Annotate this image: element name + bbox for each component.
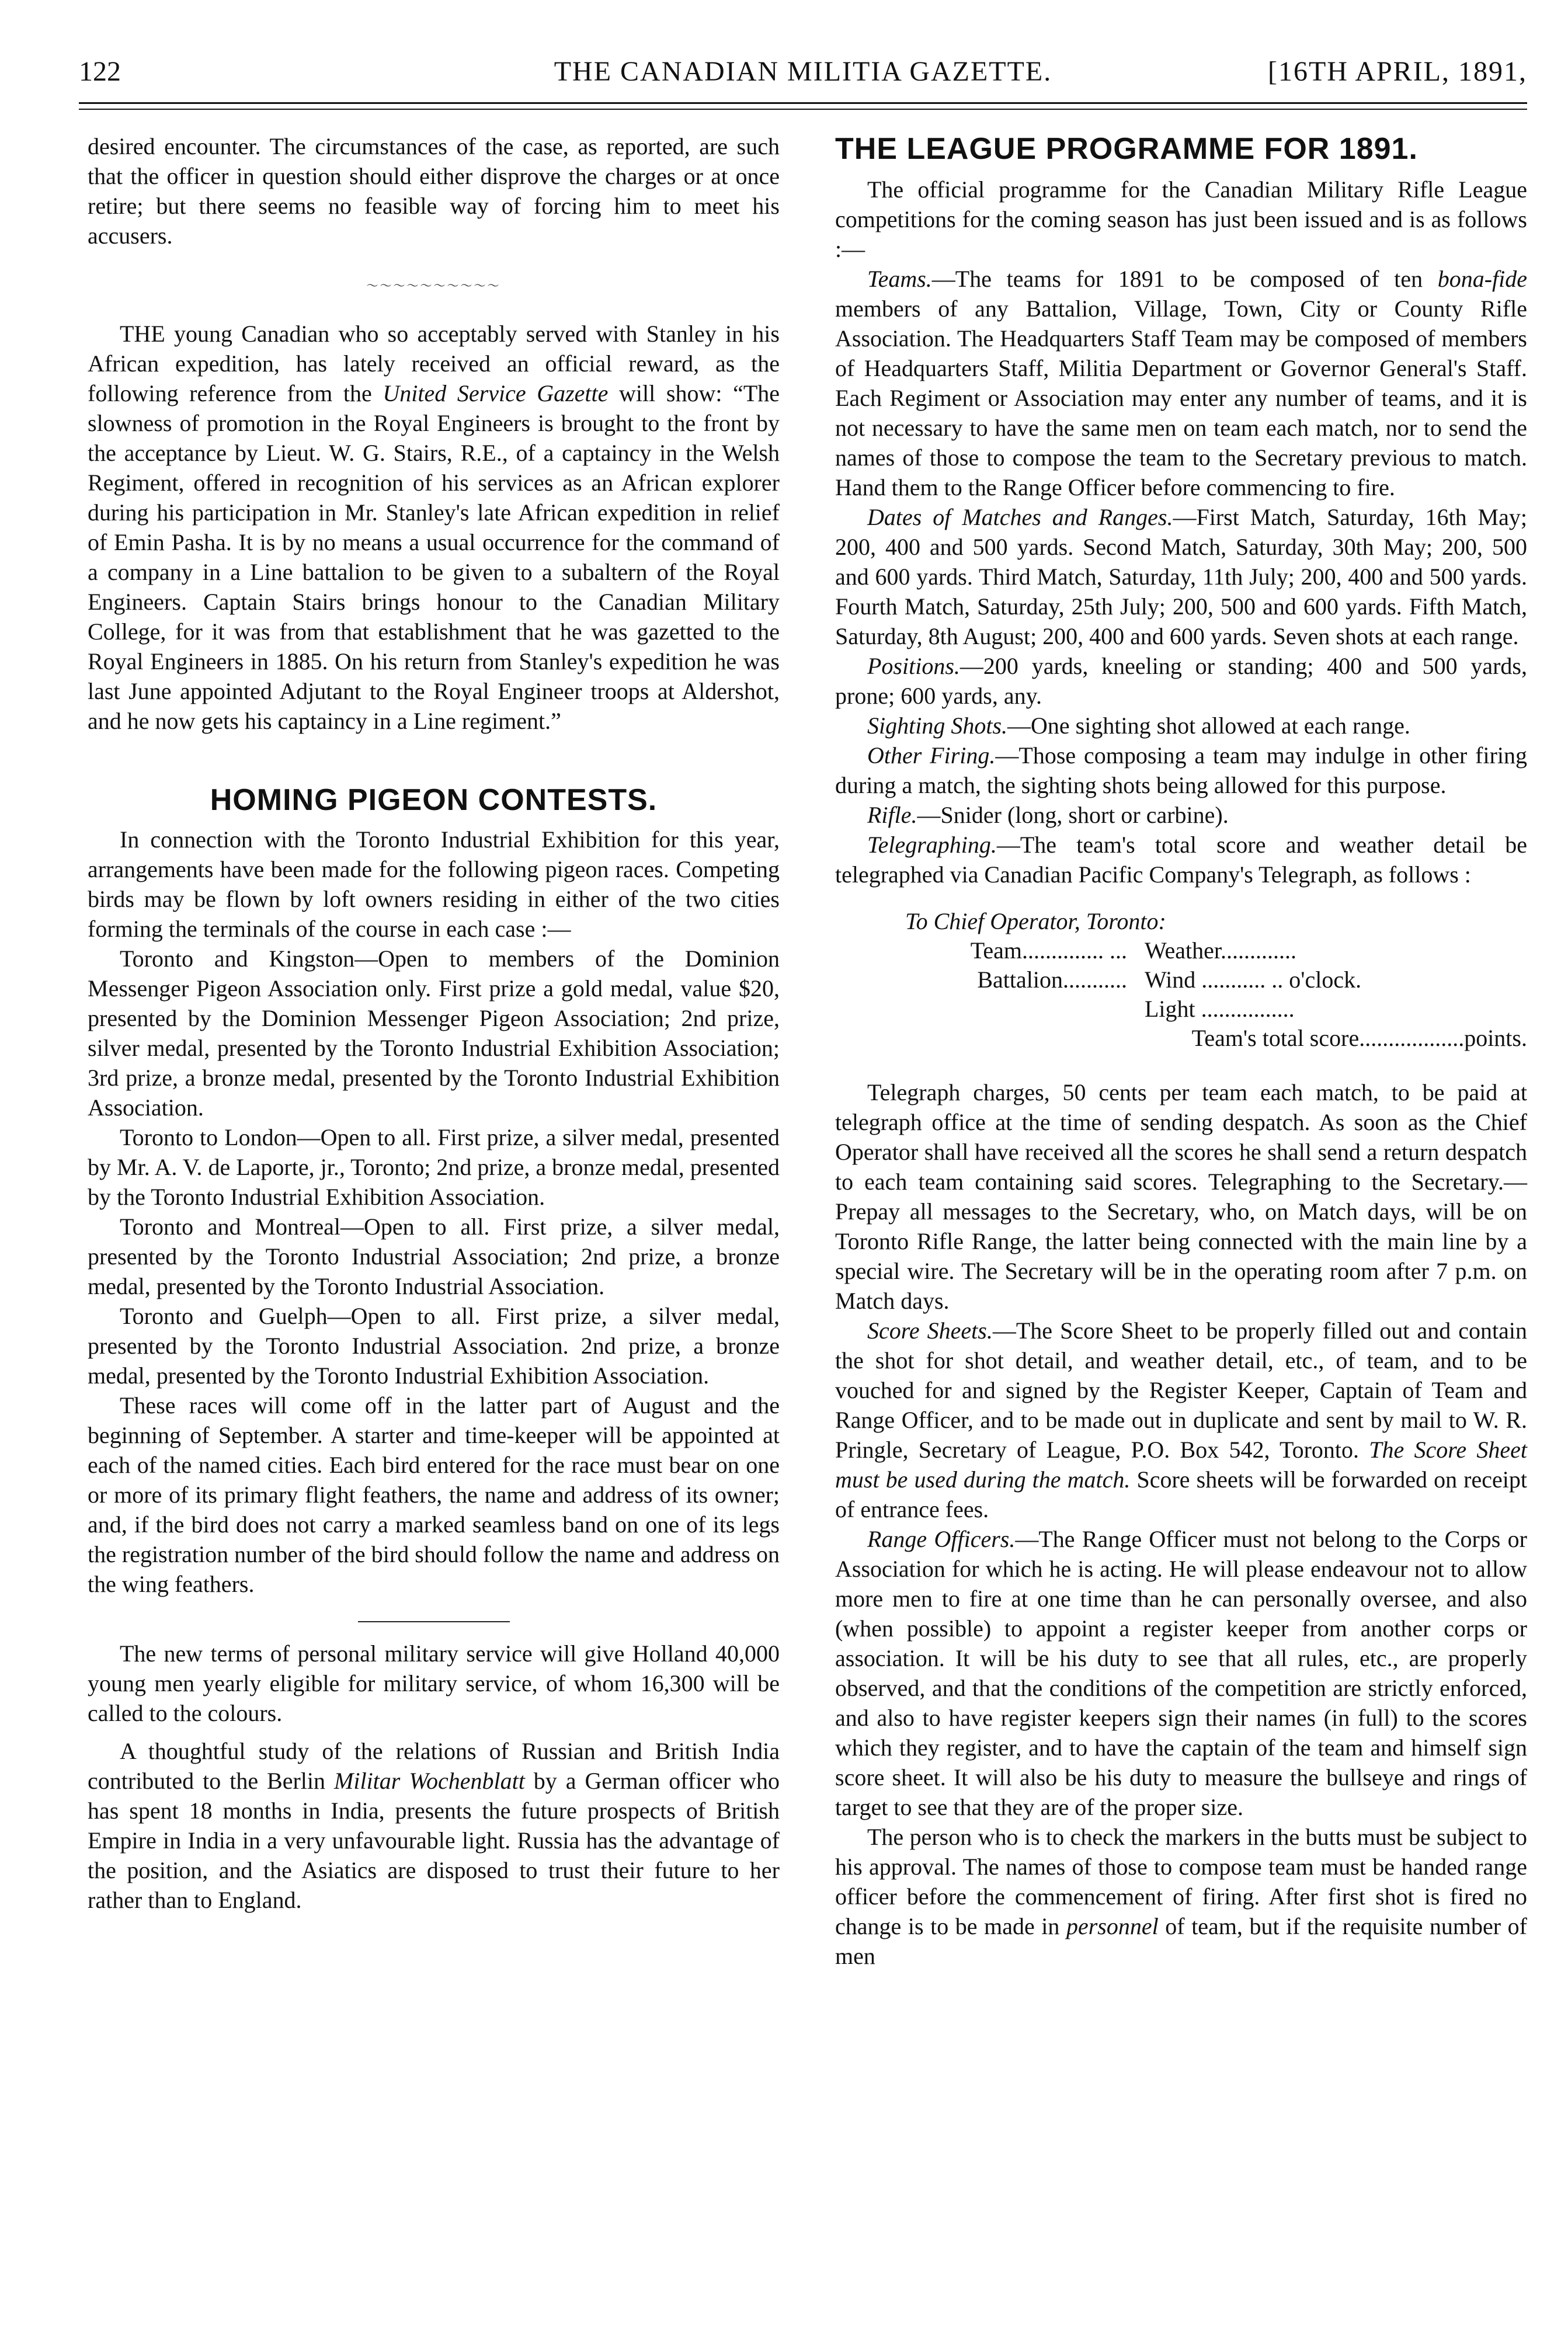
range-officers-paragraph bbox=[835, 1524, 1527, 1822]
page-header bbox=[79, 55, 1527, 91]
stairs-text-b: will show: “The slowness of promotion in the Royal Engineers is brought to the front by the acceptance by Lieut. W. G. Stairs, R.E., of a captaincy in the Welsh Regiment, offered in recognition of his services as an African explorer during his participation in Mr. Stanley's late African expedition in relief of Emin Pasha. It is by no means a usual occurrence for the command of a company in a Line battalion to be given to a subaltern of the Royal Engineers. Captain Stairs brings honour to the Canadian Military College, for it was from that establishment that he was gazetted to the Royal Engineers in 1885. On his return from Stanley's expedition he was last June appointed Adjutant to the Royal Engineer troops at Aldershot, and he now gets his captaincy in a Line regiment.” bbox=[88, 380, 780, 734]
other-firing-label: Other Firing. bbox=[867, 742, 996, 769]
bona-fide: bona-fide bbox=[1437, 266, 1527, 292]
score-text-b: Score sheets will be forwarded on receipt of entrance fees. bbox=[835, 1466, 1527, 1522]
header-rule-thin bbox=[79, 109, 1527, 110]
telegram-weather: Weather............. bbox=[1145, 937, 1297, 964]
pigeon-paragraph: In connection with the Toronto Industrial Exhibition for this year, arrangements have been made for the following pigeon races. Competing birds may be flown by loft owners residing in either of the two cities forming the terminals of the course in each case :— bbox=[88, 826, 780, 942]
header-rule bbox=[79, 102, 1527, 104]
issue-date: [16TH APRIL, 1891, bbox=[1268, 56, 1527, 87]
league-intro: The official programme for the Canadian Military Rifle League competitions for the coming season has just been issued and is as follows :— bbox=[835, 176, 1527, 262]
markers-text-a: The person who is to check the markers in the butts must be subject to his approval. The names of those to compose team must be handed range officer before the commencement of firing. After first shot is fired no change is to be made in bbox=[835, 1824, 1527, 1939]
holland-paragraph: The new terms of personal military service will give Holland 40,000 young men yearly eligible for military service, of whom 16,300 will be called to the colours. bbox=[88, 1640, 780, 1726]
teams-text-a: —The teams for 1891 to be composed of ten bbox=[931, 266, 1438, 292]
telegram-form bbox=[835, 907, 1527, 1053]
range-officers-text: —The Range Officer must not belong to the Corps or Association for which he is acting. He will please endeavour not to allow more men to fire at one time than he can personally oversee, and also (when possible) to appoint a register keeper from another corps or association. It will be his duty to see that all rules, etc., are properly observed, and that the conditions of the competition are strictly enforced, and also to have register keepers sign their names (in full) to the scores which they register, and to have the captain of the team and himself sign score sheet. It will also be his duty to measure the bullseye and rings of target to see that they are of the proper size. bbox=[835, 1526, 1527, 1820]
pigeon-paragraph: Toronto to London—Open to all. First prize, a silver medal, presented by Mr. A. V. de Laporte, jr., Toronto; 2nd prize, a bronze medal, presented by the Toronto Industrial Exhibition Association. bbox=[88, 1124, 780, 1210]
drop-lead-word: THE bbox=[120, 321, 165, 347]
charges-paragraph: Telegraph charges, 50 cents per team each match, to be paid at telegraph office at the time of sending despatch. As soon as the Chief Operator shall have received all the scores he shall send a return despatch to each team containing said scores. Telegraphing to the Secretary.—Prepay all messages to the Secretary, who, on Match days, will be on Toronto Rifle Range, the latter being connected with the main line by a special wire. The Secretary will be in the operating room after 7 p.m. on Match days. bbox=[835, 1079, 1527, 1314]
positions-paragraph bbox=[835, 651, 1527, 711]
telegram-wind: Wind ........... .. o'clock. bbox=[1145, 966, 1362, 993]
article-continuation: desired encounter. The circumstances of the case, as reported, are such that the officer in question should either disprove the charges or at once retire; but there seems no feasible way of forcing him to meet his accusers. bbox=[88, 133, 780, 249]
telegram-addressee: To Chief Operator, Toronto: bbox=[905, 908, 1166, 934]
pigeon-paragraph: Toronto and Kingston—Open to members of the Dominion Messenger Pigeon Association only. First prize a gold medal, value $20, presented by the Dominion Messenger Pigeon Association; 2nd prize, silver medal, presented by the Toronto Industrial Exhibition Association; 3rd prize, a bronze medal, presented by the Toronto Industrial Exhibition Association. bbox=[88, 945, 780, 1121]
personnel-word: personnel bbox=[1066, 1913, 1159, 1939]
telegraphing-label: Telegraphing. bbox=[867, 832, 997, 858]
score-text-a: —The Score Sheet to be properly filled out and contain the shot for shot detail, and weather detail, etc., of team, and to be vouched for and signed by the Register Keeper, Captain of Team and Range Officer, and to be made out in duplicate and sent by mail to W. R. Pringle, Secretary of League, P.O. Box 542, Toronto. bbox=[835, 1317, 1527, 1463]
league-heading: THE LEAGUE PROGRAMME FOR 1891. bbox=[835, 132, 1418, 166]
india-paragraph bbox=[88, 1736, 780, 1915]
dates-text: —First Match, Saturday, 16th May; 200, 400 and 500 yards. Second Match, Saturday, 30th May; 200, 500 and 600 yards. Third Match, Saturday, 11th July; 200, 400 and 500 yards. Fourth Match, Saturday, 25th July; 200, 500 and 600 yards. Fifth Match, Saturday, 8th August; 200, 400 and 600 yards. Seven shots at each range. bbox=[835, 504, 1527, 649]
left-column bbox=[88, 131, 780, 1915]
telegraphing-paragraph bbox=[835, 830, 1527, 889]
stairs-text-a: young Canadian who so acceptably served with Stanley in his African expedition, has lately received an official reward, as the following reference from the bbox=[88, 321, 780, 406]
telegraphing-text: —The team's total score and weather detail be telegraphed via Canadian Pacific Company's Telegraph, as follows : bbox=[835, 832, 1527, 888]
india-text-b: by a German officer who has spent 18 months in India, presents the future prospects of British Empire in India in a very unfavourable light. Russia has the advantage of the position, and the Asiatics are disposed to trust their future to her rather than to England. bbox=[88, 1768, 780, 1913]
section-rule bbox=[358, 1621, 510, 1622]
telegram-total: Team's total score..................points. bbox=[1191, 1025, 1527, 1051]
telegram-spacer bbox=[835, 995, 1145, 1024]
sighting-label: Sighting Shots. bbox=[867, 712, 1008, 739]
positions-text: —200 yards, kneeling or standing; 400 and 500 yards, prone; 600 yards, any. bbox=[835, 653, 1527, 709]
pigeon-paragraph: Toronto and Guelph—Open to all. First prize, a silver medal, presented by the Toronto Industrial Association. 2nd prize, a bronze medal, presented by the Toronto Industrial Exhibition Association. bbox=[88, 1303, 780, 1389]
markers-paragraph bbox=[835, 1822, 1527, 1971]
paper-name: Militar Wochenblatt bbox=[334, 1768, 525, 1794]
teams-text-b: members of any Battalion, Village, Town, City or County Rifle Association. The Headquarters Staff Team may be composed of members of Headquarters Staff, Militia Department or Governor General's Staff. Each Regiment or Association may enter any number of teams, and it is not necessary to have the same men on team each match, nor to send the names of those to compose the team to the Secretary previous to match. Hand them to the Range Officer before commencing to fire. bbox=[835, 295, 1527, 500]
telegram-battalion: Battalion........... bbox=[977, 966, 1127, 993]
dates-paragraph bbox=[835, 502, 1527, 651]
publication-title: THE CANADIAN MILITIA GAZETTE. bbox=[554, 56, 1052, 87]
range-officers-label: Range Officers. bbox=[867, 1526, 1016, 1552]
rifle-text: —Snider (long, short or carbine). bbox=[917, 802, 1229, 828]
other-firing-paragraph bbox=[835, 740, 1527, 800]
sighting-text: —One sighting shot allowed at each range. bbox=[1007, 712, 1410, 739]
teams-label: Teams. bbox=[867, 266, 932, 292]
stairs-article bbox=[88, 319, 780, 736]
telegram-row bbox=[835, 965, 1527, 995]
dates-label: Dates of Matches and Ranges. bbox=[867, 504, 1173, 530]
page-number: 122 bbox=[79, 56, 121, 87]
score-sheets-label: Score Sheets. bbox=[867, 1317, 993, 1344]
source-name: United Service Gazette bbox=[383, 380, 609, 406]
teams-paragraph bbox=[835, 264, 1527, 502]
positions-label: Positions. bbox=[867, 653, 960, 679]
right-column bbox=[835, 131, 1527, 1971]
telegram-row bbox=[835, 936, 1527, 965]
score-note: The Score Sheet must be used during the match. bbox=[835, 1437, 1528, 1493]
pigeon-paragraph: Toronto and Montreal—Open to all. First prize, a silver medal, presented by the Toronto Industrial Association; 2nd prize, a bronze medal, presented by the Toronto Industrial Association. bbox=[88, 1214, 780, 1299]
other-firing-text: —Those composing a team may indulge in other firing during a match, the sighting shots being allowed for this purpose. bbox=[835, 742, 1528, 798]
pigeon-paragraph: These races will come off in the latter part of August and the beginning of September. A starter and time-keeper will be appointed at each of the named cities. Each bird entered for the race must bear on one or more of its primary flight feathers, the name and address of its owner; and, if the bird does not carry a marked seamless band on one of its legs the registration number of the bird should follow the name and address on the wing feathers. bbox=[88, 1392, 780, 1597]
rifle-paragraph bbox=[835, 800, 1527, 830]
markers-text-b: of team, but if the requisite number of men bbox=[835, 1913, 1527, 1969]
telegram-team: Team.............. ... bbox=[970, 937, 1127, 964]
score-sheets-paragraph bbox=[835, 1316, 1527, 1524]
telegram-row bbox=[835, 995, 1527, 1024]
india-text-a: A thoughtful study of the relations of Russian and British India contributed to the Berlin bbox=[88, 1738, 780, 1794]
pigeon-heading: HOMING PIGEON CONTESTS. bbox=[210, 783, 658, 817]
rifle-label: Rifle. bbox=[867, 802, 917, 828]
sighting-paragraph bbox=[835, 711, 1527, 740]
telegram-light: Light ................ bbox=[1145, 996, 1295, 1022]
ornament-divider: 〜〜〜〜〜〜〜〜〜〜 bbox=[366, 280, 501, 293]
